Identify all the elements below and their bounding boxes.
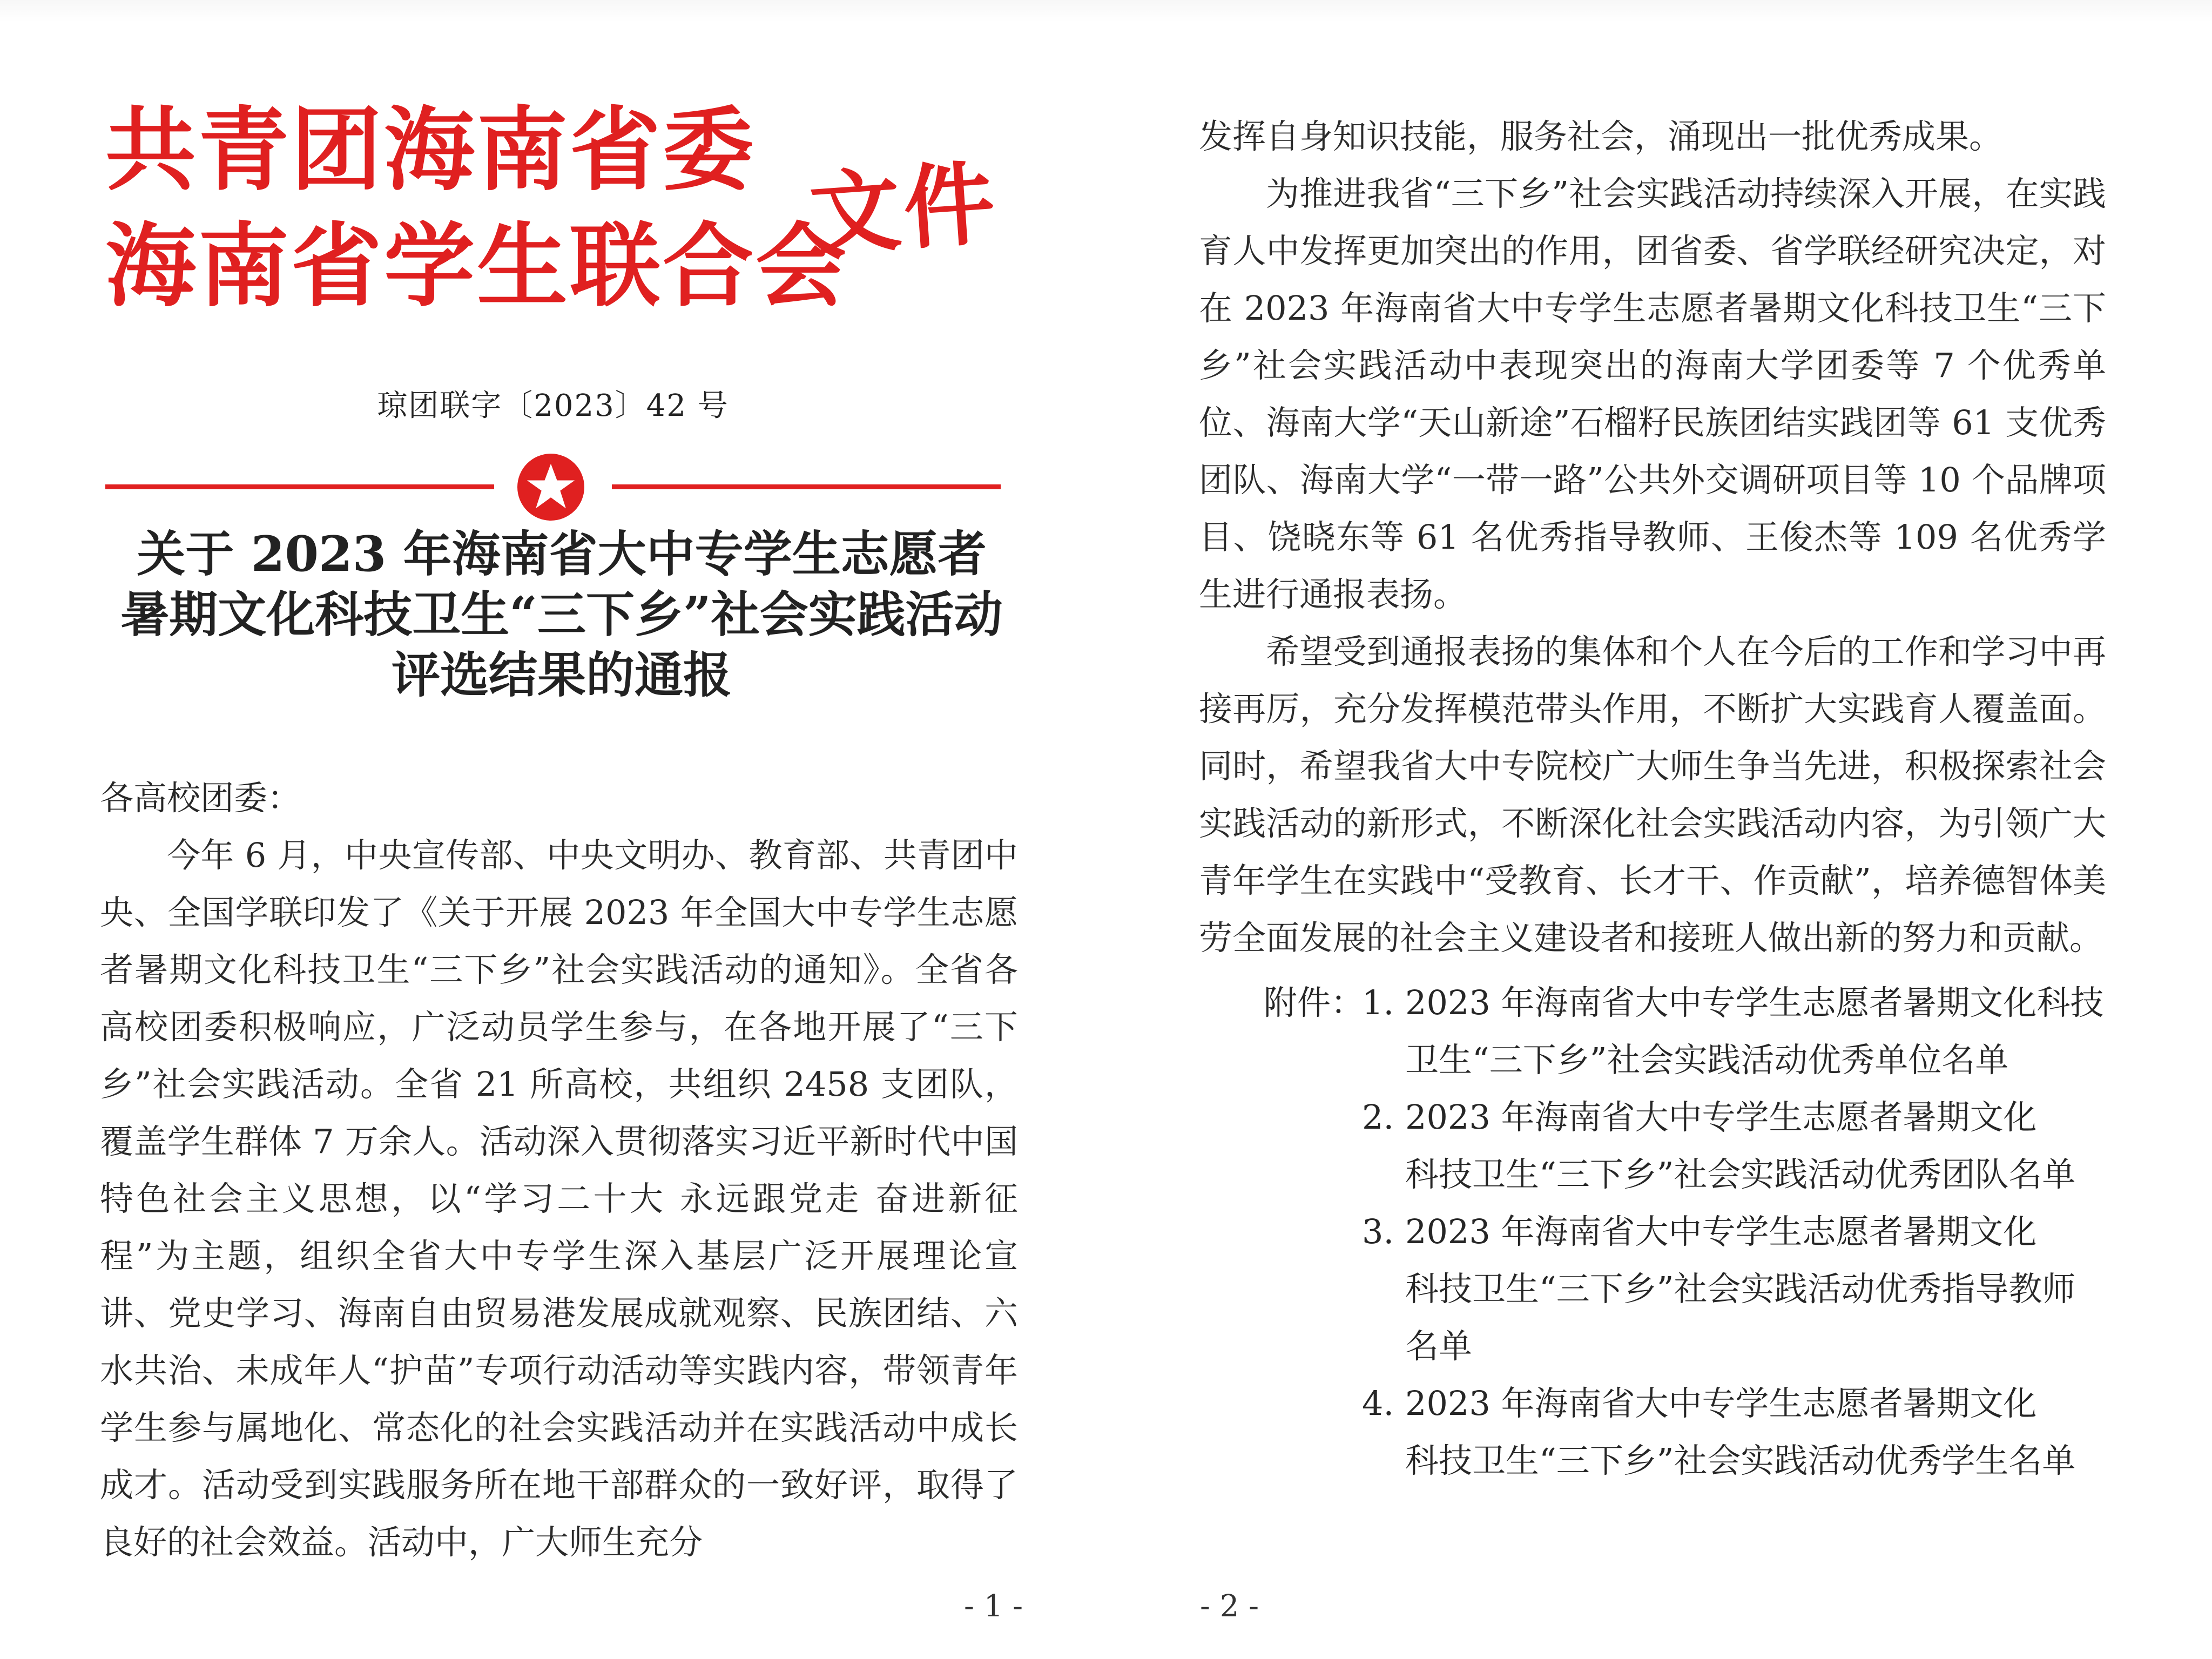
paragraph-3: 希望受到通报表扬的集体和个人在今后的工作和学习中再接再厉，充分发挥模范带头作用，不断扩大实践育人覆盖面。同时，希望我省大中专院校广大师生争当先进，积极探索社会实践活动的新形式，不断深化社会实践活动内容，为引领广大青年学生在实践中“受教育、长才干、作贡献”，培养德智体美劳全面发展的社会主义建设者和接班人做出新的努力和贡献。 (1199, 632, 2106, 957)
attachments-list (1362, 974, 2140, 1489)
title-line-1: 关于 2023 年海南省大中专学生志愿者 (137, 525, 987, 583)
attachment-title: 2023 年海南省大中专学生志愿者暑期文化 科技卫生“三下乡”社会实践活动优秀指导教师 名单 (1405, 1212, 2076, 1366)
page-number-2: - 2 - (1200, 1589, 1259, 1624)
title-line-3: 评选结果的通报 (392, 646, 732, 704)
attachments-label: 附件： (1264, 983, 1365, 1022)
attachment-title: 2023 年海南省大中专学生志愿者暑期文化 科技卫生“三下乡”社会实践活动优秀学生名单 (1405, 1384, 2076, 1480)
salutation: 各高校团委： (100, 778, 301, 818)
document-number: 琼团联字〔2023〕42 号 (377, 388, 729, 423)
red-divider-right (612, 484, 1001, 489)
attachment-number: 1. (1362, 983, 1394, 1022)
title-line-2: 暑期文化科技卫生“三下乡”社会实践活动 (120, 586, 1003, 643)
page-number-1: - 1 - (964, 1589, 1023, 1624)
issuer-line-2: 海南省学生联合会 (105, 213, 848, 319)
document-type-label: 文件 (806, 150, 1001, 269)
paragraph-1: 今年 6 月，中央宣传部、中央文明办、教育部、共青团中央、全国学联印发了《关于开展 2023 年全国大中专学生志愿者暑期文化科技卫生“三下乡”社会实践活动的通知》。全省各高校团委积极响应，广泛动员学生参与，在各地开展了“三下乡”社会实践活动。全省 21 所高校，共组织 2458 支团队，覆盖学生群体 7 万余人。活动深入贯彻落实习近平新时代中国特色社会主义思想，以“学习二十大 永远跟党走 奋进新征程”为主题，组织全省大中专学生深入基层广泛开展理论宣讲、党史学习、海南自由贸易港发展成就观察、民族团结、六水共治、未成年人“护苗”专项行动活动等实践内容，带领青年学生参与属地化、常态化的社会实践活动并在实践活动中成长成才。活动受到实践服务所在地干部群众的一致好评，取得了良好的社会效益。活动中，广大师生充分 (100, 835, 1018, 1562)
attachment-item (1362, 1089, 2140, 1203)
red-divider-left (105, 484, 494, 489)
paragraph-1-continued: 发挥自身知识技能，服务社会，涌现出一批优秀成果。 (1199, 117, 2003, 156)
attachment-item (1362, 1203, 2140, 1375)
attachment-number: 2. (1362, 1097, 1394, 1137)
issuer-line-1: 共青团海南省委 (105, 97, 756, 203)
attachment-title: 2023 年海南省大中专学生志愿者暑期文化科技 卫生“三下乡”社会实践活动优秀单位名单 (1405, 983, 2104, 1080)
body-text-page-1 (100, 827, 1018, 1571)
attachment-item (1362, 974, 2140, 1089)
attachment-item (1362, 1375, 2140, 1489)
red-star-emblem-icon (517, 454, 584, 521)
attachment-number: 4. (1362, 1384, 1394, 1423)
attachment-title: 2023 年海南省大中专学生志愿者暑期文化 科技卫生“三下乡”社会实践活动优秀团队名单 (1405, 1097, 2076, 1194)
body-text-page-2 (1199, 108, 2106, 967)
document-title (65, 524, 1058, 705)
attachment-number: 3. (1362, 1212, 1394, 1251)
paragraph-2: 为推进我省“三下乡”社会实践活动持续深入开展，在实践育人中发挥更加突出的作用，团省委、省学联经研究决定，对在 2023 年海南省大中专学生志愿者暑期文化科技卫生“三下乡”社会实践活动中表现突出的海南大学团委等 7 个优秀单位、海南大学“天山新途”石榴籽民族团结实践团等 61 支优秀团队、海南大学“一带一路”公共外交调研项目等 10 个品牌项目、饶晓东等 61 名优秀指导教师、王俊杰等 109 名优秀学生进行通报表扬。 (1199, 174, 2106, 614)
